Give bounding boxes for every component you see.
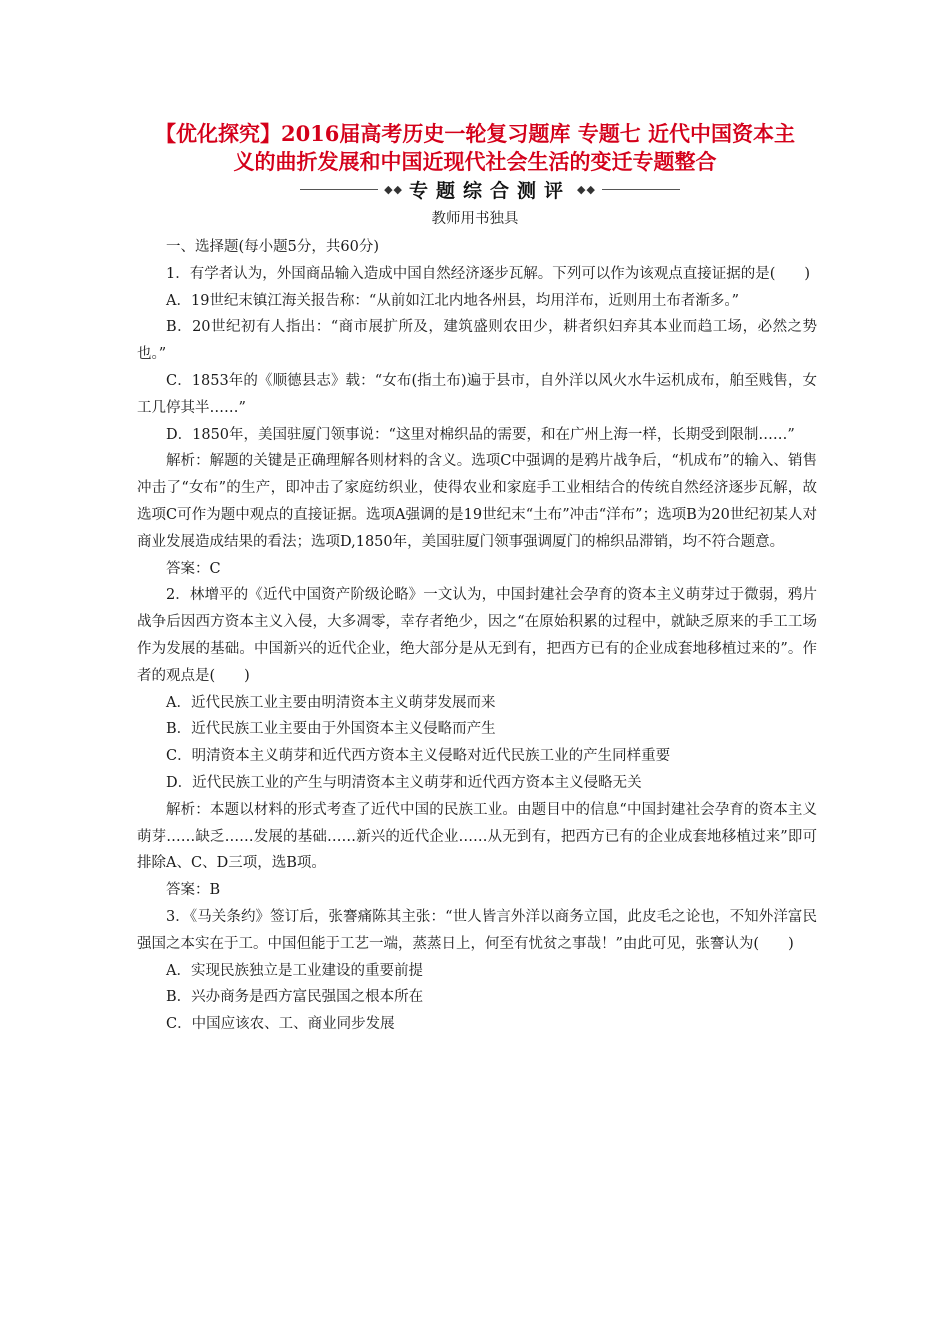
question-1-option-b: B．20世纪初有人指出：“商市展扩所及，建筑盛则农田少，耕者织妇弃其本业而趋工场，必然之势也。” xyxy=(137,319,817,363)
question-2-option-d: D．近代民族工业的产生与明清资本主义萌芽和近代西方资本主义侵略无关 xyxy=(166,774,642,791)
document-title xyxy=(110,120,840,176)
question-2-option-b: B．近代民族工业主要由于外国资本主义侵略而产生 xyxy=(166,721,496,738)
diamond-ornament-icon: ◆◆ xyxy=(384,182,403,196)
question-2-analysis: 解析：本题以材料的形式考查了近代中国的民族工业。由题目中的信息“中国封建社会孕育的资本主义萌芽……缺乏……发展的基础……新兴的近代企业……从无到有，把西方已有的企业成套地移植过来”即可排除A、C、D三项，选B项。 xyxy=(137,801,817,872)
question-1-stem: 1．有学者认为，外国商品输入造成中国自然经济逐步瓦解。下列可以作为该观点直接证据的是( ) xyxy=(166,265,811,282)
teacher-edition-note: 教师用书独具 xyxy=(431,211,519,227)
question-1-option-d: D．1850年，美国驻厦门领事说：“这里对棉织品的需要，和在广州上海一样，长期受到限制……” xyxy=(166,426,795,443)
question-2-option-c: C．明清资本主义萌芽和近代西方资本主义侵略对近代民族工业的产生同样重要 xyxy=(166,748,671,765)
banner-rule-right xyxy=(602,189,680,190)
question-3-option-a: A．实现民族独立是工业建设的重要前提 xyxy=(166,962,423,979)
question-3-option-c: C．中国应该农、工、商业同步发展 xyxy=(166,1016,395,1033)
question-2-option-a: A．近代民族工业主要由明清资本主义萌芽发展而来 xyxy=(166,694,496,711)
section-heading: 一、选择题(每小题5分，共60分) xyxy=(166,239,379,255)
banner-heading: 专题综合测评 xyxy=(409,179,572,202)
title-line-2: 义的曲折发展和中国近现代社会生活的变迁专题整合 xyxy=(233,149,717,174)
question-1-option-a: A．19世纪末镇江海关报告称：“从前如江北内地各州县，均用洋布，近则用土布者渐多。” xyxy=(166,292,739,309)
section-banner xyxy=(300,176,680,202)
diamond-ornament-icon: ◆◆ xyxy=(577,182,596,196)
question-3-option-b: B．兴办商务是西方富民强国之根本所在 xyxy=(166,989,424,1006)
question-1-option-c: C．1853年的《顺德县志》载：“女布(指土布)遍于县市，自外洋以风火水牛运机成布，舶至贱售，女工几停其半……” xyxy=(137,372,817,416)
banner-rule-left xyxy=(300,189,378,190)
title-line-1: 【优化探究】2016届高考历史一轮复习题库 专题七 近代中国资本主 xyxy=(154,121,796,146)
question-2-stem: 2．林增平的《近代中国资产阶级论略》一文认为，中国封建社会孕育的资本主义萌芽过于微弱，鸦片战争后因西方资本主义入侵，大多凋零，幸存者绝少，因之“在原始积累的过程中，就缺乏原来的手工工场作为发展的基础。中国新兴的近代企业，绝大部分是从无到有，把西方已有的企业成套地移植过来的”。作者的观点是( ) xyxy=(137,587,817,684)
question-1-analysis: 解析：解题的关键是正确理解各则材料的含义。选项C中强调的是鸦片战争后，“机成布”的输入、销售冲击了“女布”的生产，即冲击了家庭纺织业，使得农业和家庭手工业相结合的传统自然经济逐步瓦解，故选项C可作为题中观点的直接证据。选项A强调的是19世纪末“土布”冲击“洋布”；选项B为20世纪初某人对商业发展造成结果的看法；选项D,1850年，美国驻厦门领事强调厦门的棉织品滞销，均不符合题意。 xyxy=(137,453,817,550)
question-3-stem: 3．《马关条约》签订后，张謇痛陈其主张：“世人皆言外洋以商务立国，此皮毛之论也，不知外洋富民强国之本实在于工。中国但能于工艺一端，蒸蒸日上，何至有忧贫之事哉！”由此可见，张謇认为( ) xyxy=(137,908,817,952)
question-1-answer: 答案：C xyxy=(166,560,221,577)
question-2-answer: 答案：B xyxy=(166,882,221,899)
document-body xyxy=(137,234,817,1038)
